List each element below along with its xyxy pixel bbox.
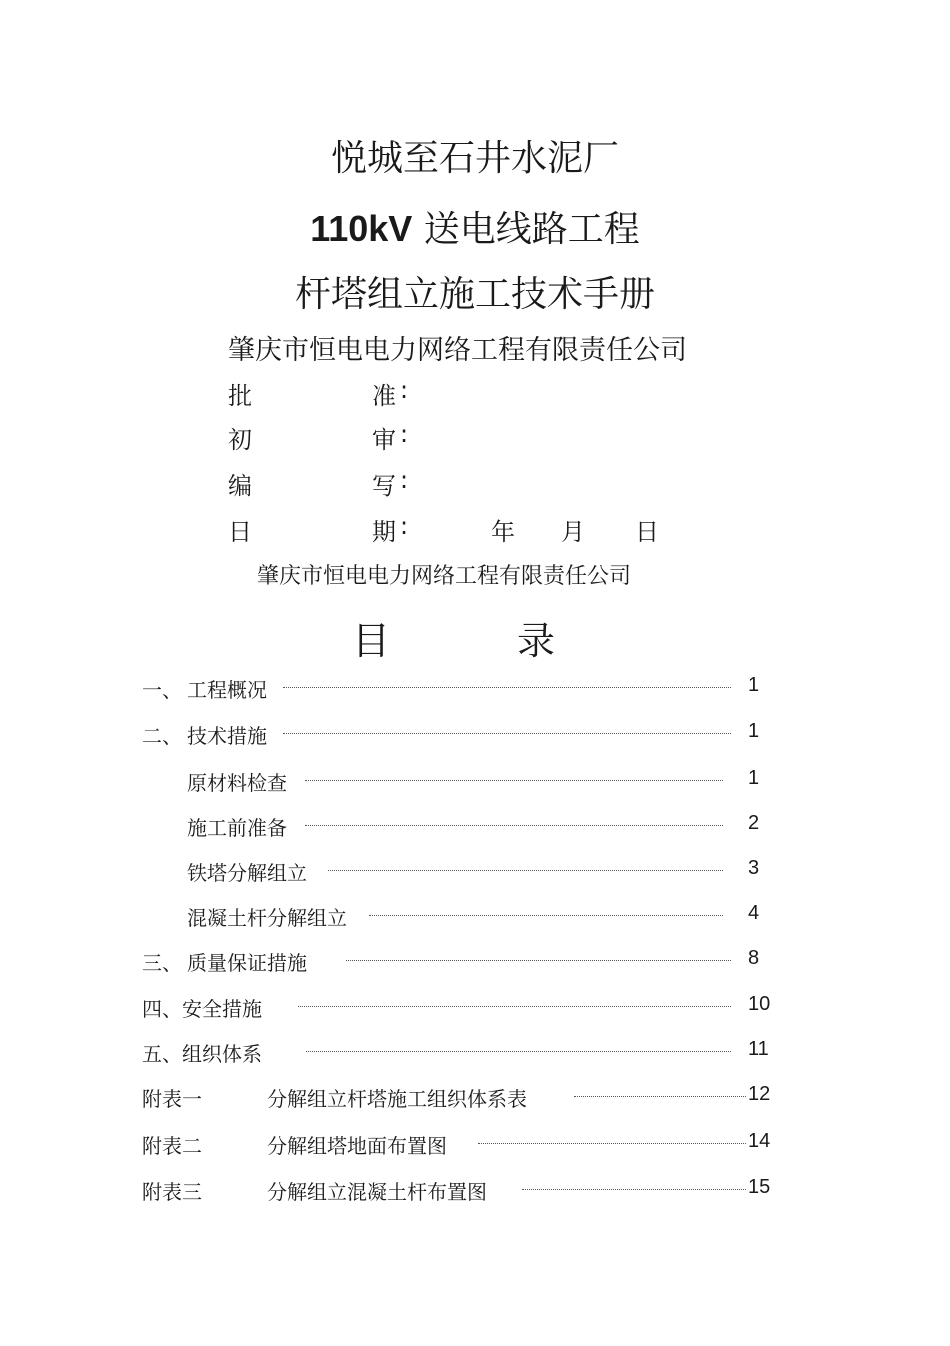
toc-entry[interactable] bbox=[0, 1038, 950, 1068]
toc-entry-text: 分解组塔地面布置图 bbox=[267, 1134, 447, 1158]
toc-leader bbox=[328, 870, 723, 871]
date-colon: : bbox=[400, 512, 409, 540]
toc-entry-page: 2 bbox=[748, 812, 760, 834]
company-footer: 肇庆市恒电电力网络工程有限责任公司 bbox=[257, 564, 632, 589]
toc-entry-text: 质量保证措施 bbox=[187, 951, 307, 975]
toc-entry-prefix: 附表三 bbox=[142, 1180, 202, 1204]
toc-entry[interactable] bbox=[0, 812, 950, 842]
date-row bbox=[228, 512, 728, 544]
approval-label-b: 准 bbox=[372, 382, 396, 410]
toc-entry-prefix: 三、 bbox=[142, 951, 182, 975]
approval-row bbox=[228, 376, 728, 408]
manual-title: 杆塔组立施工技术手册 bbox=[294, 274, 655, 315]
toc-entry-prefix: 附表一 bbox=[142, 1087, 202, 1111]
voltage-label: 110kV bbox=[310, 208, 413, 249]
toc-title-char-2: 录 bbox=[517, 619, 556, 663]
line-project-label: 送电线路工程 bbox=[412, 209, 640, 250]
toc-entry[interactable] bbox=[0, 947, 950, 977]
toc-entry-text: 工程概况 bbox=[187, 678, 267, 702]
toc-entry-page: 4 bbox=[748, 902, 760, 924]
toc-entry-text: 技术措施 bbox=[187, 724, 267, 748]
toc-entry-text: 分解组立杆塔施工组织体系表 bbox=[267, 1087, 527, 1111]
toc-entry-prefix: 附表二 bbox=[142, 1134, 202, 1158]
toc-entry-prefix: 一、 bbox=[142, 678, 182, 702]
date-label-a: 日 bbox=[228, 518, 252, 546]
toc-leader bbox=[305, 780, 723, 781]
author-colon: : bbox=[400, 466, 409, 494]
toc-entry[interactable] bbox=[0, 857, 950, 887]
project-subtitle bbox=[0, 201, 950, 252]
toc-leader bbox=[298, 1006, 731, 1007]
date-day: 日 bbox=[635, 518, 659, 546]
toc-entry-page: 10 bbox=[748, 993, 771, 1015]
review-label-b: 审 bbox=[372, 426, 396, 454]
approval-label-a: 批 bbox=[228, 382, 252, 410]
toc-entry-page: 3 bbox=[748, 857, 760, 879]
project-title: 悦城至石井水泥厂 bbox=[330, 138, 619, 179]
toc-entry-page: 1 bbox=[748, 674, 760, 696]
toc-entry[interactable] bbox=[0, 1083, 950, 1113]
toc-entry-text: 五、组织体系 bbox=[142, 1042, 262, 1066]
toc-entry[interactable] bbox=[0, 902, 950, 932]
toc-entry-page: 12 bbox=[748, 1083, 771, 1105]
toc-entry-text: 四、安全措施 bbox=[142, 997, 262, 1021]
author-label-b: 写 bbox=[372, 472, 396, 500]
toc-entry-page: 15 bbox=[748, 1176, 771, 1198]
toc-entry[interactable] bbox=[0, 993, 950, 1023]
toc-entry[interactable] bbox=[0, 767, 950, 797]
review-row bbox=[228, 420, 728, 452]
date-month: 月 bbox=[561, 518, 585, 546]
toc-leader bbox=[522, 1189, 746, 1190]
toc-entry-page: 1 bbox=[748, 720, 760, 742]
toc-entry[interactable] bbox=[0, 674, 950, 704]
author-label-a: 编 bbox=[228, 472, 252, 500]
date-label-b: 期 bbox=[372, 518, 396, 546]
toc-leader bbox=[306, 1051, 731, 1052]
toc-entry-text: 混凝土杆分解组立 bbox=[187, 906, 347, 930]
toc-leader bbox=[283, 733, 731, 734]
toc-entry-text: 施工前准备 bbox=[187, 816, 287, 840]
toc-leader bbox=[346, 960, 731, 961]
toc-entry-page: 1 bbox=[748, 767, 760, 789]
toc-entry-page: 8 bbox=[748, 947, 760, 969]
toc-entry-text: 铁塔分解组立 bbox=[187, 861, 307, 885]
toc-leader bbox=[305, 825, 723, 826]
toc-title-char-1: 目 bbox=[352, 619, 391, 663]
toc-entry-page: 11 bbox=[748, 1038, 769, 1060]
toc-leader bbox=[283, 687, 731, 688]
toc-entry[interactable] bbox=[0, 1130, 950, 1160]
toc-entry-prefix: 二、 bbox=[142, 724, 182, 748]
date-year: 年 bbox=[491, 518, 515, 546]
toc-entry-text: 原材料检查 bbox=[187, 771, 287, 795]
toc-leader bbox=[574, 1096, 746, 1097]
toc-entry[interactable] bbox=[0, 1176, 950, 1206]
toc-entry-page: 14 bbox=[748, 1130, 771, 1152]
author-row bbox=[228, 466, 728, 498]
toc-entry-text: 分解组立混凝土杆布置图 bbox=[267, 1180, 487, 1204]
review-label-a: 初 bbox=[228, 426, 252, 454]
toc-leader bbox=[369, 915, 723, 916]
review-colon: : bbox=[400, 420, 409, 448]
toc-leader bbox=[478, 1143, 746, 1144]
toc-entry[interactable] bbox=[0, 720, 950, 750]
approval-colon: : bbox=[400, 376, 409, 404]
company-name: 肇庆市恒电电力网络工程有限责任公司 bbox=[228, 335, 687, 366]
